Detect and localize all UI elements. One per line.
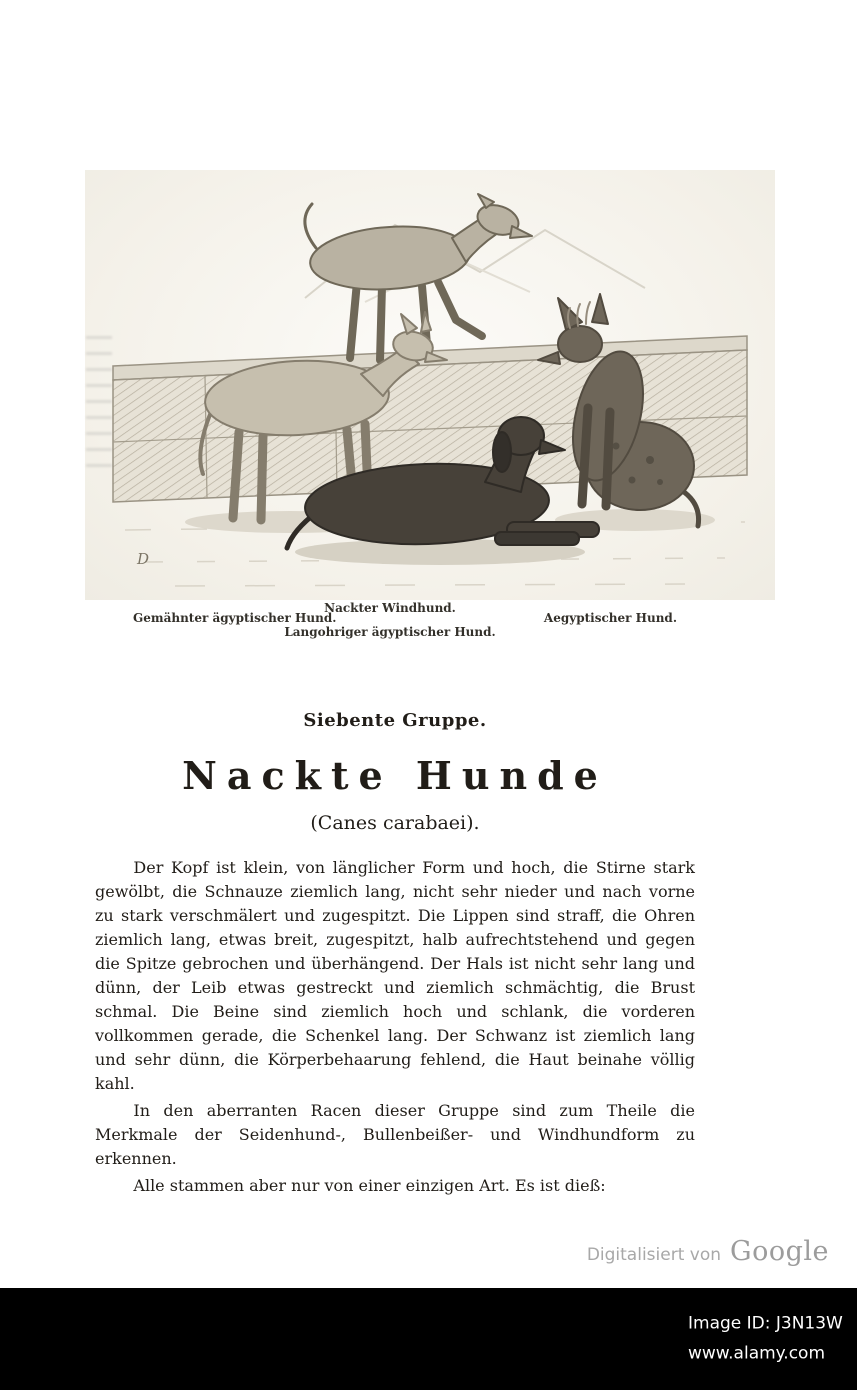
page-bleedthrough — [86, 330, 112, 470]
caption-center-top: Nackter Windhund. — [324, 601, 456, 615]
engraver-signature: D — [137, 550, 150, 568]
alamy-image-id: Image ID: J3N13W — [688, 1313, 843, 1334]
engraving-captions — [85, 600, 775, 646]
chapter-title: Nackte Hunde — [182, 753, 608, 798]
caption-right-dog: Aegyptischer Hund. — [543, 611, 677, 625]
google-logo-text: Google — [730, 1236, 829, 1267]
dog-engraving-svg — [85, 170, 775, 600]
caption-center-bottom: Langohriger ägyptischer Hund. — [284, 625, 496, 639]
dog-engraving-illustration — [85, 170, 775, 600]
google-digitization-watermark — [587, 1236, 829, 1267]
group-heading: Siebente Gruppe. — [303, 710, 487, 731]
alamy-footer-bar — [0, 1288, 857, 1390]
body-copy — [95, 856, 695, 1198]
paragraph-3: Alle stammen aber nur von einer einzigen Art. Es ist dieß: — [133, 1176, 606, 1195]
alamy-info-block — [688, 1309, 843, 1369]
caption-left-dog: Gemähnter ägyptischer Hund. — [133, 611, 337, 625]
chapter-text-block — [95, 710, 695, 1201]
latin-subtitle: (Canes carabaei). — [310, 812, 480, 834]
paragraph-1: Der Kopf ist klein, von länglicher Form und hoch, die Stirne stark gewölbt, die Schnauze ziemlich lang, nicht sehr nieder und nach vorne zu stark verschmälert und zugespitzt. Die Lippen sind straff, die Ohren ziemlich lang, etwas breit, zugespitzt, halb aufrechtstehend und gegen die Spitze gebrochen und überhängend. Der Hals ist nicht sehr lang und dünn, der Leib etwas gestreckt und ziemlich schmächtig, die Brust schmal. Die Beine sind ziemlich hoch und schlank, die vorderen vollkommen gerade, die Schenkel lang. Der Schwanz ist ziemlich lang und sehr dünn, die Körperbehaarung fehlend, die Haut beinahe völlig kahl. — [95, 858, 695, 1093]
alamy-url: www.alamy.com — [688, 1343, 826, 1363]
watermark-prefix: Digitalisiert von — [586, 1245, 722, 1265]
paragraph-2: In den aberranten Racen dieser Gruppe sind zum Theile die Merkmale der Seidenhund-, Bullenbeißer- und Windhundform zu erkennen. — [95, 1101, 695, 1168]
